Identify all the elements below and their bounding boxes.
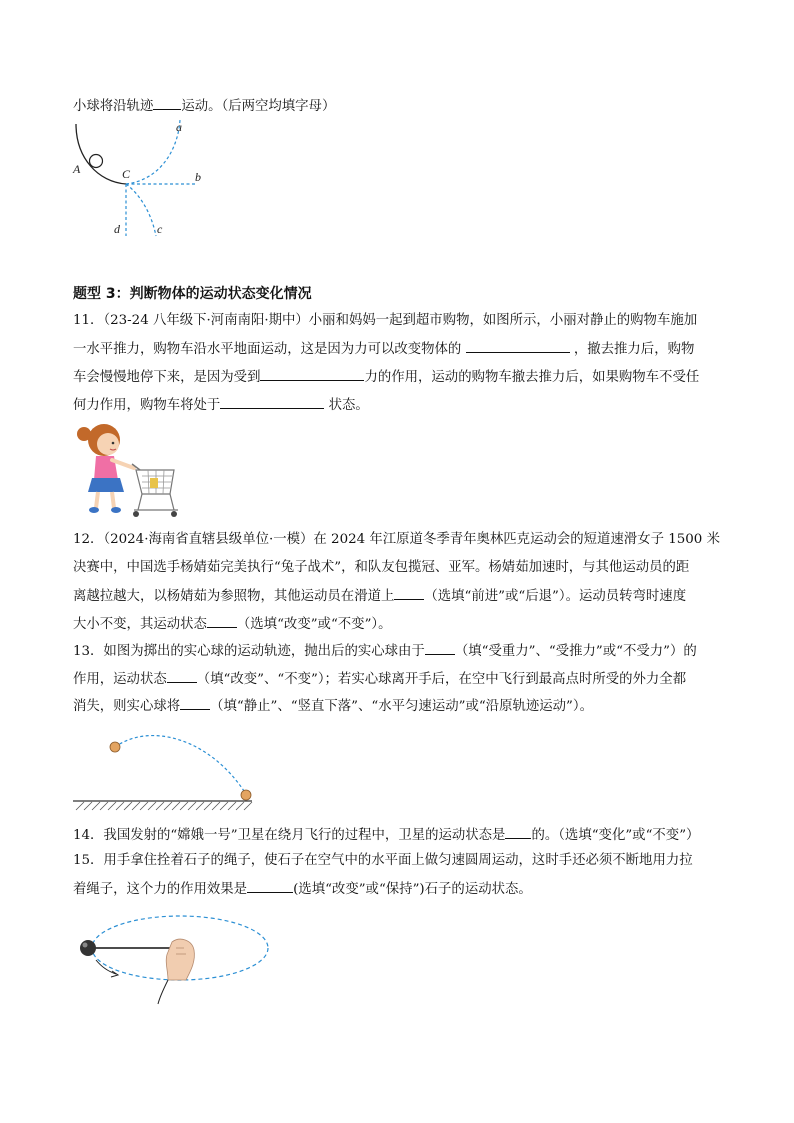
answer-blank[interactable]: [207, 613, 237, 628]
stone-circular-motion-figure: [72, 908, 272, 1008]
track-trajectory-figure: [68, 118, 218, 243]
q13-line3: 消失，则实心球将 （填“静止”、“竖直下落”、“水平匀速运动”或“沿原轨迹运动”）。: [73, 695, 593, 717]
q15-line1: 15．用手拿住拴着石子的绳子，使石子在空气中的水平面上做匀速圆周运动，这时手还必须不断地用力拉: [73, 853, 693, 868]
label-c-point: C: [122, 167, 131, 181]
q12-line1: 12．（2024·海南省直辖县级单位·一模）在 2024 年江原道冬季青年奥林匹克运动会的短道速滑女子 1500 米: [73, 532, 720, 547]
q12-line4: 大小不变，其运动状态 （选填“改变”或“不变”）。: [73, 613, 392, 635]
q12-line3: 离越拉越大，以杨婧茹为参照物，其他运动员在滑道上 （选填“前进”或“后退”）。运动员转弯时速度: [73, 585, 686, 607]
answer-blank[interactable]: [167, 668, 197, 683]
label-path-b: b: [195, 170, 201, 184]
q10-tail-line: 小球将沿轨迹 运动。（后两空均填字母）: [73, 95, 335, 117]
q13-line1: 13．如图为掷出的实心球的运动轨迹，抛出后的实心球由于 （填“受重力”、“受推力”或“不受力”）的: [73, 640, 697, 662]
q14-line: 14．我国发射的“嫦娥一号”卫星在绕月飞行的过程中，卫星的运动状态是 的。（选填“变化”或“不变”）: [73, 824, 699, 846]
section-heading: 题型 3：判断物体的运动状态变化情况: [73, 286, 312, 302]
q11-line2: 一水平推力，购物车沿水平地面运动，这是因为力可以改变物体的 ，撤去推力后，购物: [73, 338, 694, 360]
answer-blank[interactable]: [505, 824, 531, 839]
answer-blank[interactable]: [466, 338, 570, 353]
q12-line2: 决赛中，中国选手杨婧茹完美执行“兔子战术”，和队友包揽冠、亚军。杨婧茹加速时，与其他运动员的距: [73, 560, 690, 575]
q13-line2: 作用，运动状态 （填“改变”、“不变”）；若实心球离开手后，在空中飞行到最高点时所受的外力全都: [73, 668, 686, 690]
answer-blank[interactable]: [220, 394, 324, 409]
label-a-point: A: [73, 162, 81, 176]
label-path-a: a: [176, 120, 182, 134]
thrown-ball-trajectory-figure: [70, 728, 260, 818]
q11-line4: 何力作用，购物车将处于 状态。: [73, 394, 369, 416]
label-path-c: c: [157, 222, 163, 236]
q11-line1: 11．（23-24 八年级下·河南南阳·期中）小丽和妈妈一起到超市购物，如图所示，小丽对静止的购物车施加: [73, 313, 698, 328]
answer-blank[interactable]: [247, 878, 293, 893]
answer-blank[interactable]: [260, 366, 364, 381]
girl-pushing-cart-figure: [70, 420, 182, 522]
q11-line3: 车会慢慢地停下来，是因为受到 力的作用，运动的购物车撤去推力后，如果购物车不受任: [73, 366, 699, 388]
label-path-d: d: [114, 222, 120, 236]
answer-blank[interactable]: [153, 95, 181, 110]
answer-blank[interactable]: [425, 640, 455, 655]
answer-blank[interactable]: [394, 585, 424, 600]
q15-line2: 着绳子，这个力的作用效果是 (选填“改变”或“保持”)石子的运动状态。: [73, 878, 532, 900]
answer-blank[interactable]: [180, 695, 210, 710]
